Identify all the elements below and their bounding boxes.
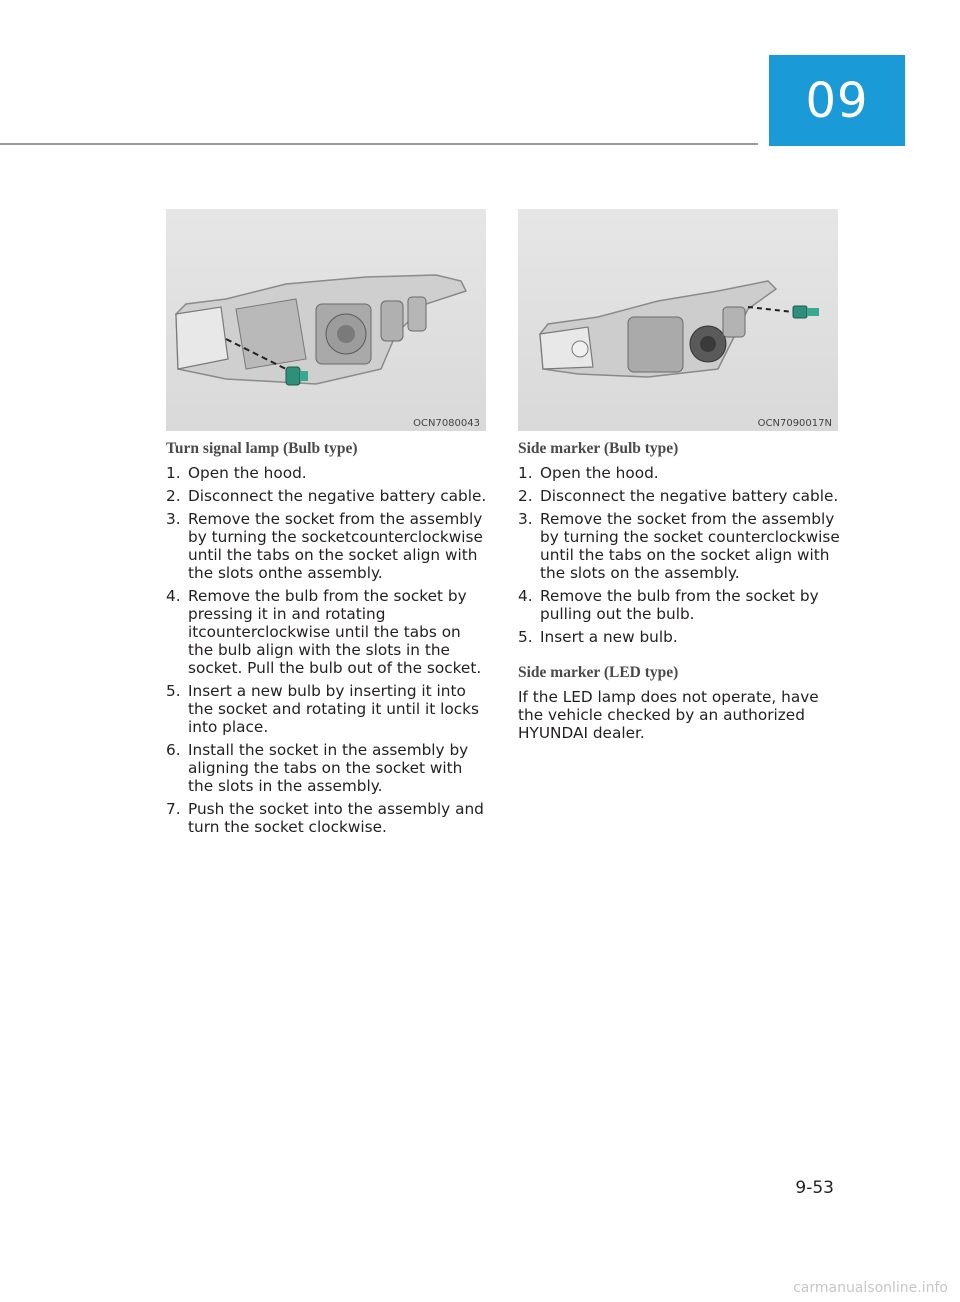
list-item bbox=[518, 487, 840, 505]
figure-code: OCN7080043 bbox=[413, 418, 480, 429]
steps-list bbox=[518, 464, 840, 646]
section-heading: Turn signal lamp (Bulb type) bbox=[166, 440, 358, 457]
list-item bbox=[518, 510, 840, 582]
step-number: 4. bbox=[518, 587, 533, 605]
list-item bbox=[166, 800, 488, 836]
step-text: Remove the bulb from the socket by pressing it in and rotating itcounterclockwise until the tabs on the bulb align with the slots in the socket. Pull the bulb out of the socket. bbox=[188, 587, 482, 677]
step-number: 4. bbox=[166, 587, 181, 605]
step-text: Open the hood. bbox=[188, 464, 307, 482]
list-item bbox=[166, 682, 488, 736]
step-number: 6. bbox=[166, 741, 181, 759]
step-text: Remove the socket from the assembly by turning the socket counterclockwise until the tabs on the socket align with the slots on the assembly. bbox=[540, 510, 840, 582]
chapter-tab bbox=[769, 55, 905, 146]
step-text: Remove the socket from the assembly by turning the socketcounterclockwise until the tabs on the socket align with the slots onthe assembly. bbox=[188, 510, 483, 582]
step-number: 5. bbox=[518, 628, 533, 646]
page-number: 9-53 bbox=[795, 1178, 834, 1198]
step-text: Insert a new bulb. bbox=[540, 628, 678, 646]
list-item bbox=[518, 587, 840, 623]
header-rule bbox=[0, 143, 758, 145]
step-text: Disconnect the negative battery cable. bbox=[188, 487, 487, 505]
figure-side-marker bbox=[518, 209, 838, 431]
step-text: Insert a new bulb by inserting it into the socket and rotating it until it locks into place. bbox=[188, 682, 479, 736]
list-item bbox=[518, 628, 840, 646]
list-item bbox=[166, 587, 488, 677]
step-text: Push the socket into the assembly and turn the socket clockwise. bbox=[188, 800, 484, 836]
step-number: 5. bbox=[166, 682, 181, 700]
step-text: Open the hood. bbox=[540, 464, 659, 482]
step-text: Install the socket in the assembly by aligning the tabs on the socket with the slots in the assembly. bbox=[188, 741, 469, 795]
list-item bbox=[518, 464, 840, 482]
step-number: 7. bbox=[166, 800, 181, 818]
step-number: 2. bbox=[518, 487, 533, 505]
side-marker-section bbox=[518, 440, 840, 742]
led-paragraph: If the LED lamp does not operate, have the vehicle checked by an authorized HYUNDAI dealer. bbox=[518, 688, 819, 742]
figure-turn-signal bbox=[166, 209, 486, 431]
step-number: 1. bbox=[166, 464, 181, 482]
chapter-number: 09 bbox=[805, 72, 869, 129]
list-item bbox=[166, 741, 488, 795]
step-text: Disconnect the negative battery cable. bbox=[540, 487, 839, 505]
list-item bbox=[166, 487, 488, 505]
step-number: 1. bbox=[518, 464, 533, 482]
side-marker-illustration bbox=[518, 209, 838, 431]
watermark: carmanualsonline.info bbox=[793, 1280, 948, 1296]
section-heading: Side marker (Bulb type) bbox=[518, 440, 679, 457]
step-number: 3. bbox=[166, 510, 181, 528]
step-number: 2. bbox=[166, 487, 181, 505]
turn-signal-section bbox=[166, 440, 488, 841]
headlamp-illustration bbox=[166, 209, 486, 431]
step-number: 3. bbox=[518, 510, 533, 528]
steps-list bbox=[166, 464, 488, 836]
section-heading: Side marker (LED type) bbox=[518, 664, 679, 681]
step-text: Remove the bulb from the socket by pulling out the bulb. bbox=[540, 587, 819, 623]
list-item bbox=[166, 464, 488, 482]
list-item bbox=[166, 510, 488, 582]
figure-code: OCN7090017N bbox=[757, 418, 832, 429]
